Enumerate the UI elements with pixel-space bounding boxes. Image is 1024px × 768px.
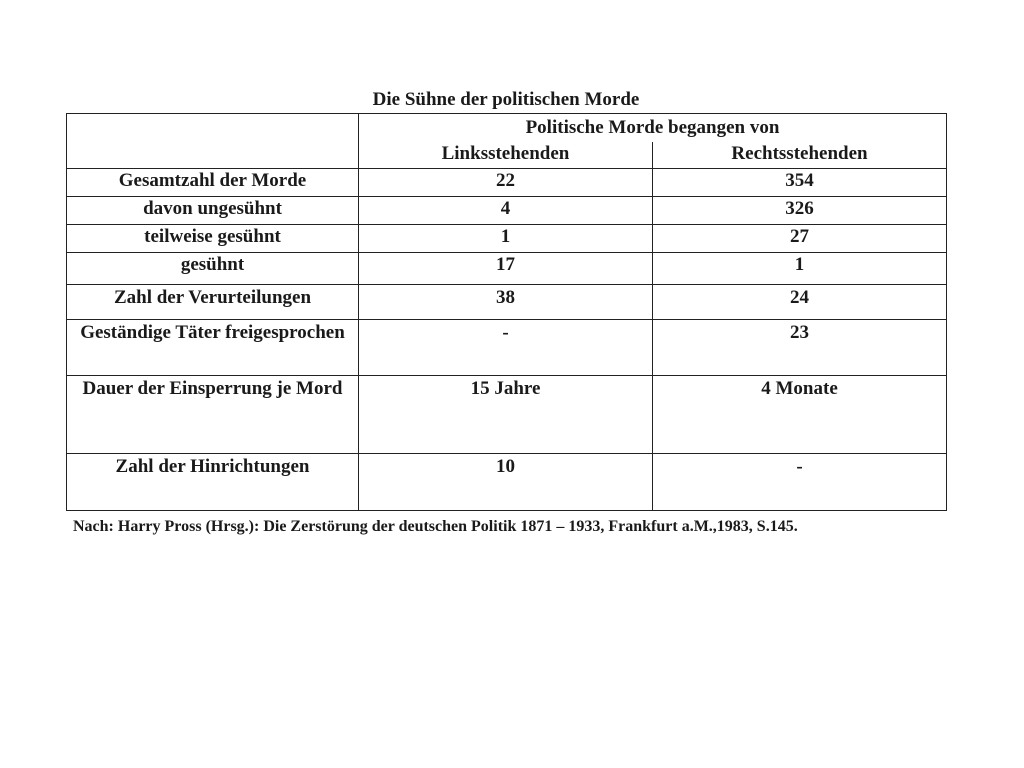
table-row (67, 285, 947, 320)
cell-left: 38 (359, 285, 653, 320)
cell-right: 27 (653, 225, 947, 253)
column-header-left: Linksstehenden (359, 142, 653, 169)
cell-left: 17 (359, 253, 653, 285)
cell-left: - (359, 320, 653, 376)
column-header-right: Rechtsstehenden (653, 142, 947, 169)
cell-right: 354 (653, 169, 947, 197)
table-row (67, 376, 947, 454)
row-label: Zahl der Hinrichtungen (67, 454, 359, 511)
row-label: teilweise gesühnt (67, 225, 359, 253)
source-citation: Nach: Harry Pross (Hrsg.): Die Zerstörung der deutschen Politik 1871 – 1933, Frankfurt a.M.,1983, S.145. (73, 518, 798, 535)
cell-right: - (653, 454, 947, 511)
cell-right: 1 (653, 253, 947, 285)
row-label: davon ungesühnt (67, 197, 359, 225)
table-header-row (67, 114, 947, 143)
table-row (67, 253, 947, 285)
row-label: Geständige Täter freigesprochen (67, 320, 359, 376)
row-label: Zahl der Verurteilungen (67, 285, 359, 320)
cell-right: 326 (653, 197, 947, 225)
cell-right: 4 Monate (653, 376, 947, 454)
data-table (66, 113, 947, 511)
cell-left: 4 (359, 197, 653, 225)
table-row (67, 169, 947, 197)
row-label: Dauer der Einsperrung je Mord (67, 376, 359, 454)
table-row (67, 197, 947, 225)
group-header-cell: Politische Morde begangen von (359, 114, 947, 143)
row-label: gesühnt (67, 253, 359, 285)
table-row (67, 225, 947, 253)
cell-right: 23 (653, 320, 947, 376)
row-label: Gesamtzahl der Morde (67, 169, 359, 197)
table-row (67, 454, 947, 511)
table-row (67, 320, 947, 376)
cell-left: 15 Jahre (359, 376, 653, 454)
cell-left: 10 (359, 454, 653, 511)
cell-left: 1 (359, 225, 653, 253)
header-corner-cell (67, 114, 359, 169)
cell-right: 24 (653, 285, 947, 320)
document-title: Die Sühne der politischen Morde (372, 89, 640, 110)
cell-left: 22 (359, 169, 653, 197)
